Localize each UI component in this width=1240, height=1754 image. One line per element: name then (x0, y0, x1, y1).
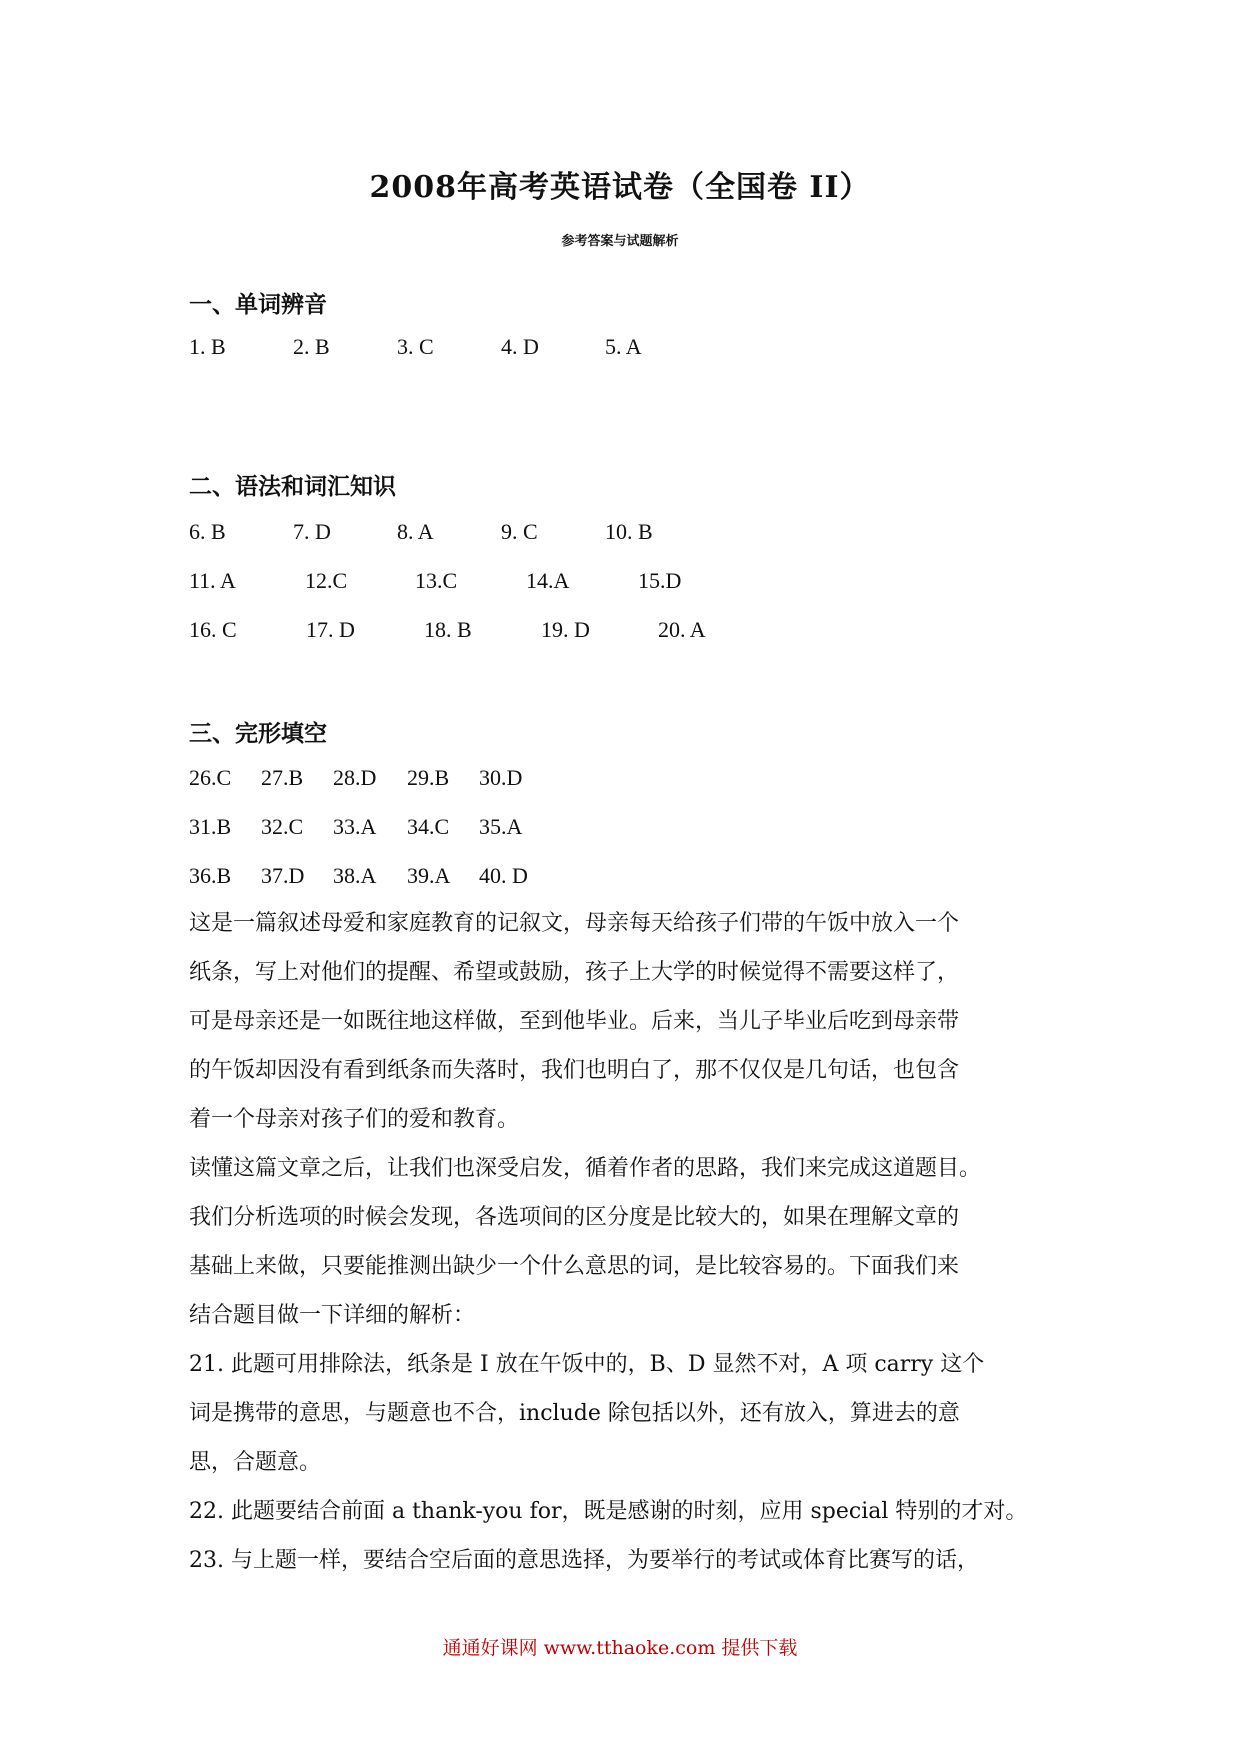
answer-item: 4. D (501, 334, 539, 359)
paragraph-line: 22. 此题要结合前面 a thank-you for，既是感谢的时刻，应用 special 特别的才对。 (189, 1499, 1028, 1524)
answer-item: 9. C (501, 519, 538, 544)
analysis-item-22 (189, 1487, 1059, 1536)
answer-item: 38.A (333, 863, 377, 888)
answer-item: 30.D (479, 765, 523, 790)
paragraph-line: 思，合题意。 (189, 1450, 322, 1475)
answer-item: 15.D (638, 568, 682, 593)
answer-item: 5. A (605, 334, 642, 359)
answer-item: 12.C (305, 568, 348, 593)
answer-item: 40. D (479, 863, 528, 888)
answer-item: 6. B (189, 519, 226, 544)
paragraph-line: 基础上来做，只要能推测出缺少一个什么意思的词，是比较容易的。下面我们来 (189, 1254, 960, 1279)
answer-item: 13.C (415, 568, 458, 593)
paragraph-line: 读懂这篇文章之后，让我们也深受启发，循着作者的思路，我们来完成这道题目。 (189, 1156, 982, 1181)
answer-item: 36.B (189, 863, 232, 888)
answer-item: 19. D (541, 617, 590, 642)
paragraph-line: 23. 与上题一样，要结合空后面的意思选择，为要举行的考试或体育比赛写的话， (189, 1548, 979, 1573)
answer-item: 31.B (189, 814, 232, 839)
footer-source: 通通好课网 www.tthaoke.com 提供下载 (442, 1637, 798, 1659)
section-heading-grammar: 二、语法和词汇知识 (189, 473, 396, 500)
answer-item: 11. A (189, 568, 236, 593)
analysis-item-23 (189, 1536, 1059, 1585)
answer-item: 7. D (293, 519, 331, 544)
answer-item: 34.C (407, 814, 450, 839)
paragraph-line: 词是携带的意思，与题意也不合，include 除包括以外，还有放入，算进去的意 (189, 1401, 960, 1426)
answer-item: 33.A (333, 814, 377, 839)
paragraph-line: 可是母亲还是一如既往地这样做，至到他毕业。后来，当儿子毕业后吃到母亲带 (189, 1009, 960, 1034)
answer-item: 1. B (189, 334, 226, 359)
answer-item: 29.B (407, 765, 450, 790)
answer-item: 3. C (397, 334, 434, 359)
paragraph-line: 结合题目做一下详细的解析： (189, 1303, 476, 1328)
paragraph-line: 的午饭却因没有看到纸条而失落时，我们也明白了，那不仅仅是几句话，也包含 (189, 1058, 960, 1083)
section-heading-cloze: 三、完形填空 (189, 720, 327, 747)
answer-item: 26.C (189, 765, 232, 790)
answer-item: 27.B (261, 765, 304, 790)
answer-item: 39.A (407, 863, 451, 888)
paragraph-line: 纸条，写上对他们的提醒、希望或鼓励，孩子上大学的时候觉得不需要这样了， (189, 960, 960, 985)
analysis-item-21 (189, 1340, 1059, 1487)
answer-item: 35.A (479, 814, 523, 839)
answer-item: 37.D (261, 863, 305, 888)
analysis-paragraph-summary (189, 899, 1059, 1144)
analysis-paragraph-method (189, 1144, 1059, 1340)
answer-item: 8. A (397, 519, 434, 544)
answer-item: 10. B (605, 519, 653, 544)
paragraph-line: 着一个母亲对孩子们的爱和教育。 (189, 1107, 520, 1132)
answer-item: 2. B (293, 334, 330, 359)
section-heading-phonetics: 一、单词辨音 (189, 291, 327, 318)
answer-item: 16. C (189, 617, 237, 642)
answer-item: 14.A (526, 568, 570, 593)
answer-item: 32.C (261, 814, 304, 839)
answer-item: 18. B (424, 617, 472, 642)
document-subtitle: 参考答案与试题解析 (561, 234, 679, 249)
paragraph-line: 21. 此题可用排除法，纸条是 I 放在午饭中的，B、D 显然不对，A 项 carry 这个 (189, 1352, 985, 1377)
paragraph-line: 这是一篇叙述母爱和家庭教育的记叙文，母亲每天给孩子们带的午饭中放入一个 (189, 911, 960, 936)
document-title: 2008年高考英语试卷（全国卷 II） (369, 170, 871, 205)
answer-item: 20. A (658, 617, 706, 642)
paragraph-line: 我们分析选项的时候会发现，各选项间的区分度是比较大的，如果在理解文章的 (189, 1205, 960, 1230)
answer-item: 17. D (306, 617, 355, 642)
answer-item: 28.D (333, 765, 377, 790)
